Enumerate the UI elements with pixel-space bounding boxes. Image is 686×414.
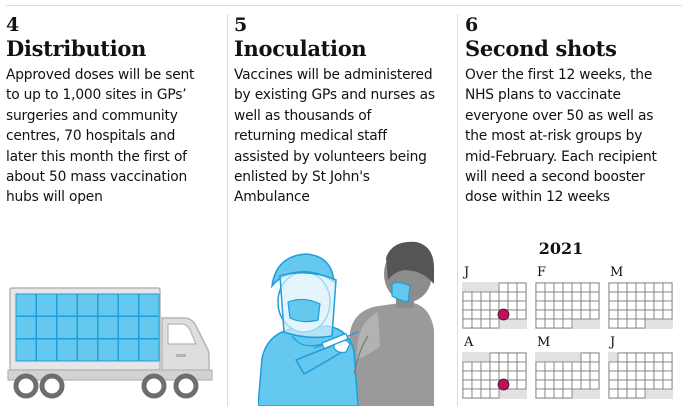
calendar-day <box>609 371 618 380</box>
body-line: by existing GPs and nurses as <box>234 87 435 104</box>
body-line: Vaccines will be administered <box>234 67 433 83</box>
calendar-day <box>590 310 599 319</box>
calendar-day <box>472 292 481 301</box>
calendar-day <box>654 301 663 310</box>
calendar-day <box>554 371 563 380</box>
calendar-day <box>627 283 636 292</box>
calendar-day <box>618 389 627 398</box>
calendar-day <box>581 283 590 292</box>
calendar-day <box>463 310 472 319</box>
month-grid <box>535 282 600 329</box>
truck-panel <box>119 294 139 316</box>
calendar-day <box>499 362 508 371</box>
calendar-day <box>481 292 490 301</box>
calendar-day <box>572 380 581 389</box>
truck-panel <box>139 294 159 316</box>
calendar-day <box>645 283 654 292</box>
calendar-day <box>645 362 654 371</box>
calendar-day <box>636 362 645 371</box>
calendar-day <box>463 292 472 301</box>
calendar-day <box>654 353 663 362</box>
calendar-day <box>554 389 563 398</box>
calendar-day <box>536 389 545 398</box>
calendar-day <box>536 292 545 301</box>
calendar-day <box>481 301 490 310</box>
calendar-day <box>499 292 508 301</box>
calendar-day <box>572 362 581 371</box>
step-body <box>465 65 657 208</box>
body-line: assisted by volunteers being <box>234 148 427 165</box>
calendar-day <box>645 353 654 362</box>
calendar-day <box>554 301 563 310</box>
body-line: later this month the first of <box>6 148 187 165</box>
calendar-day <box>609 283 618 292</box>
calendar-day <box>536 301 545 310</box>
calendar-day <box>572 292 581 301</box>
calendar-day <box>618 362 627 371</box>
calendar-day <box>517 371 526 380</box>
calendar-day <box>472 310 481 319</box>
calendar-day <box>627 292 636 301</box>
calendar-day <box>627 353 636 362</box>
calendar-day <box>545 362 554 371</box>
calendar-day <box>517 380 526 389</box>
calendar-day <box>508 292 517 301</box>
truck-panel <box>16 339 36 361</box>
truck-panel <box>37 339 57 361</box>
calendar-day <box>508 283 517 292</box>
calendar-day <box>508 353 517 362</box>
calendar-day <box>508 301 517 310</box>
calendar-month <box>462 336 526 399</box>
calendar-day <box>627 362 636 371</box>
calendar-day <box>517 301 526 310</box>
truck-panel <box>98 339 118 361</box>
calendar-day <box>627 301 636 310</box>
calendar-day <box>536 310 545 319</box>
calendar-day <box>572 301 581 310</box>
calendar-day <box>609 380 618 389</box>
calendar-day <box>481 371 490 380</box>
calendar-day <box>554 283 563 292</box>
body-line: mid-February. Each recipient <box>465 148 657 165</box>
calendar-day <box>636 310 645 319</box>
calendar-day <box>536 380 545 389</box>
month-grid <box>608 282 673 329</box>
calendar-day <box>545 310 554 319</box>
truck-panel <box>78 294 98 316</box>
calendar-month <box>535 336 599 399</box>
calendar-day <box>636 301 645 310</box>
calendar-day <box>618 353 627 362</box>
calendar-day <box>481 362 490 371</box>
step-title: Distribution <box>6 36 147 61</box>
calendar-day <box>554 380 563 389</box>
calendar-day <box>590 292 599 301</box>
calendar-day <box>645 301 654 310</box>
calendar-day <box>554 310 563 319</box>
calendar-day <box>463 380 472 389</box>
body-line: Ambulance <box>234 189 310 206</box>
calendar-day <box>536 319 545 328</box>
truck-panel <box>98 317 118 339</box>
calendar-day <box>590 353 599 362</box>
calendar-day <box>508 362 517 371</box>
calendar-day <box>636 319 645 328</box>
calendar-day <box>463 319 472 328</box>
calendar-day <box>499 353 508 362</box>
calendar-day <box>609 310 618 319</box>
calendar-day <box>563 362 572 371</box>
calendar-day <box>517 283 526 292</box>
calendar-day <box>472 362 481 371</box>
calendar-day <box>545 389 554 398</box>
calendar-day <box>618 371 627 380</box>
calendar-day <box>517 292 526 301</box>
calendar-day <box>481 310 490 319</box>
calendar-day <box>472 371 481 380</box>
body-line: the most at-risk groups by <box>465 128 643 145</box>
calendar-day <box>508 371 517 380</box>
calendar-day <box>618 292 627 301</box>
body-line: to up to 1,000 sites in GPs’ <box>6 87 187 104</box>
body-line: enlisted by St John's <box>234 169 370 186</box>
calendar-day <box>636 389 645 398</box>
calendar-day <box>636 353 645 362</box>
calendar-day <box>609 319 618 328</box>
calendar-day <box>563 292 572 301</box>
calendar-day <box>490 301 499 310</box>
calendar-day <box>618 310 627 319</box>
calendar-day <box>609 362 618 371</box>
calendar-day <box>472 319 481 328</box>
calendar-day <box>490 319 499 328</box>
step-body <box>234 65 435 208</box>
calendar-day <box>545 301 554 310</box>
calendar-day <box>472 389 481 398</box>
step-body <box>6 65 194 208</box>
calendar-day <box>609 292 618 301</box>
calendar-day <box>563 319 572 328</box>
step-number: 4 <box>6 14 20 36</box>
vaccination-date-marker <box>498 309 509 320</box>
calendar-day <box>654 310 663 319</box>
body-line: Approved doses will be sent <box>6 67 195 83</box>
calendar-day <box>517 310 526 319</box>
calendar-day <box>645 380 654 389</box>
calendar-day <box>481 389 490 398</box>
calendar-day <box>636 292 645 301</box>
step-distribution <box>6 14 194 208</box>
calendar-day <box>654 283 663 292</box>
month-label: J <box>464 265 470 280</box>
body-line: dose within 12 weeks <box>465 189 610 206</box>
calendar-day <box>581 371 590 380</box>
calendar-day <box>581 353 590 362</box>
calendar-day <box>663 292 672 301</box>
vaccination-illustration <box>258 240 434 406</box>
calendar-day <box>590 362 599 371</box>
calendar-day <box>499 283 508 292</box>
calendar-day <box>627 319 636 328</box>
calendar-day <box>490 292 499 301</box>
truck-panel <box>37 294 57 316</box>
calendar-day <box>545 283 554 292</box>
calendar-day <box>627 310 636 319</box>
month-grid <box>462 282 527 329</box>
calendar-day <box>481 319 490 328</box>
truck-panel <box>57 317 77 339</box>
step-number: 6 <box>465 14 479 36</box>
calendar-day <box>490 353 499 362</box>
calendar-day <box>563 310 572 319</box>
calendar-day <box>590 371 599 380</box>
calendar-day <box>627 380 636 389</box>
calendar-day <box>590 380 599 389</box>
calendar-day <box>645 292 654 301</box>
truck-panel <box>16 294 36 316</box>
calendar-day <box>563 380 572 389</box>
calendar-day <box>618 380 627 389</box>
month-label: J <box>610 335 616 350</box>
truck-illustration <box>6 284 220 406</box>
month-label: F <box>537 265 547 280</box>
body-line: hubs will open <box>6 189 103 206</box>
calendar-day <box>463 362 472 371</box>
body-line: well as thousands of <box>234 107 372 124</box>
calendar-day <box>536 362 545 371</box>
calendar-day <box>581 292 590 301</box>
calendar-day <box>563 389 572 398</box>
calendar-day <box>490 389 499 398</box>
calendar-day <box>590 301 599 310</box>
calendar-day <box>563 301 572 310</box>
column-divider <box>227 14 228 406</box>
calendar-day <box>636 283 645 292</box>
calendar-day <box>581 310 590 319</box>
calendar-day <box>654 371 663 380</box>
step-title: Inoculation <box>234 36 367 61</box>
calendar-day <box>463 301 472 310</box>
calendar-month <box>608 266 672 329</box>
calendar-day <box>463 389 472 398</box>
calendar-day <box>645 310 654 319</box>
body-line: Over the first 12 weeks, the <box>465 67 653 83</box>
calendar-day <box>545 371 554 380</box>
truck-panel <box>98 294 118 316</box>
calendar-day <box>536 283 545 292</box>
calendar-day <box>627 371 636 380</box>
vaccination-date-marker <box>498 379 509 390</box>
month-label: M <box>537 335 551 350</box>
calendar-day <box>517 362 526 371</box>
calendar-month <box>608 336 672 399</box>
month-label: A <box>464 335 474 350</box>
calendar-day <box>481 380 490 389</box>
calendar-day <box>554 319 563 328</box>
calendar-day <box>654 380 663 389</box>
calendar-day <box>663 380 672 389</box>
calendar-day <box>563 371 572 380</box>
calendar-day <box>663 283 672 292</box>
calendar-day <box>545 380 554 389</box>
calendar-day <box>545 319 554 328</box>
calendar-day <box>490 362 499 371</box>
calendar-day <box>618 301 627 310</box>
month-grid <box>535 352 600 399</box>
truck-panel <box>119 317 139 339</box>
calendar-day <box>654 292 663 301</box>
month-grid <box>608 352 673 399</box>
calendar-day <box>472 301 481 310</box>
calendar-day <box>663 353 672 362</box>
calendar-day <box>572 310 581 319</box>
calendar-day <box>517 353 526 362</box>
top-rule <box>6 5 682 6</box>
calendar-day <box>636 371 645 380</box>
body-line: returning medical staff <box>234 128 387 145</box>
truck-panel <box>16 317 36 339</box>
calendar-day <box>609 389 618 398</box>
calendar-day <box>554 362 563 371</box>
calendar-day <box>663 301 672 310</box>
truck-panel <box>139 339 159 361</box>
calendar-day <box>654 362 663 371</box>
body-line: centres, 70 hospitals and <box>6 128 176 145</box>
step-number: 5 <box>234 14 248 36</box>
truck-panel <box>78 317 98 339</box>
calendar-day <box>563 283 572 292</box>
calendar-day <box>663 371 672 380</box>
step-title: Second shots <box>465 36 617 61</box>
truck-panel <box>57 294 77 316</box>
calendar-day <box>463 371 472 380</box>
body-line: surgeries and community <box>6 107 178 124</box>
truck-panel <box>139 317 159 339</box>
calendar-day <box>572 371 581 380</box>
calendar-day <box>545 292 554 301</box>
calendar-day <box>554 292 563 301</box>
calendar-day <box>627 389 636 398</box>
calendar-day <box>663 362 672 371</box>
calendar-day <box>490 371 499 380</box>
calendar-day <box>472 380 481 389</box>
body-line: NHS plans to vaccinate <box>465 87 621 104</box>
body-line: about 50 mass vaccination <box>6 169 188 186</box>
calendar-month <box>462 266 526 329</box>
month-grid <box>462 352 527 399</box>
calendar-month <box>535 266 599 329</box>
calendar-year: 2021 <box>538 239 584 258</box>
calendar-day <box>636 380 645 389</box>
step-inoculation <box>234 14 435 208</box>
body-line: will need a second booster <box>465 169 645 186</box>
calendar-day <box>581 380 590 389</box>
calendar-day <box>663 310 672 319</box>
calendar-day <box>581 301 590 310</box>
calendar-day <box>581 362 590 371</box>
month-label: M <box>610 265 624 280</box>
truck-panel <box>37 317 57 339</box>
calendar-day <box>609 301 618 310</box>
step-second-shots <box>465 14 657 208</box>
calendar-day <box>618 319 627 328</box>
column-divider <box>457 14 458 406</box>
calendar-day <box>590 283 599 292</box>
calendar-day <box>618 283 627 292</box>
calendar-day <box>645 371 654 380</box>
calendar-day <box>536 371 545 380</box>
body-line: everyone over 50 as well as <box>465 107 654 124</box>
truck-panel <box>57 339 77 361</box>
calendar-day <box>572 283 581 292</box>
truck-panel <box>78 339 98 361</box>
truck-panel <box>119 339 139 361</box>
